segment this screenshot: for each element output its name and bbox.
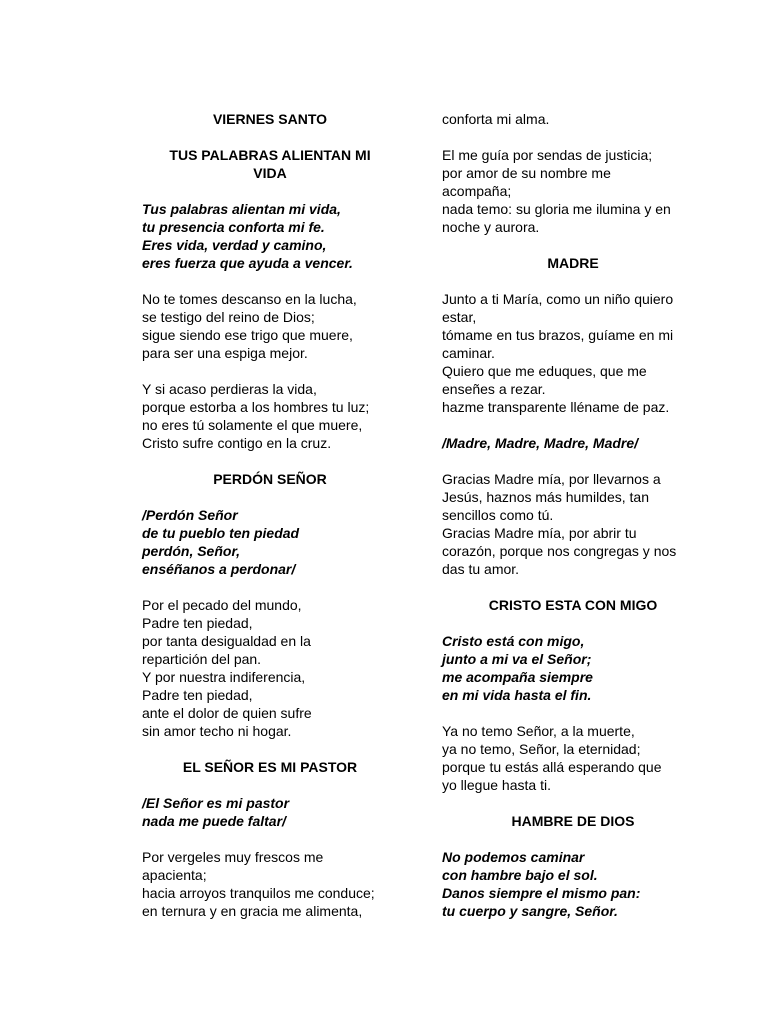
left-column [142,110,398,938]
text-line: Y si acaso perdieras la vida, [142,381,317,397]
text-line: no eres tú solamente el que muere, [142,417,363,433]
song-verse [442,290,704,416]
text-line: se testigo del reino de Dios; [142,309,315,325]
text-line: noche y aurora. [442,219,540,235]
text-line: CRISTO ESTA CON MIGO [488,597,658,613]
text-line: Jesús, haznos más humildes, tan [442,489,649,505]
text-line: Gracias Madre mía, por abrir tu [442,525,637,541]
text-line: para ser una espiga mejor. [142,345,308,361]
text-line: Gracias Madre mía, por llevarnos a [442,471,661,487]
text-line: MADRE [547,255,599,271]
text-line: ante el dolor de quien sufre [142,705,312,721]
text-line: /Madre, Madre, Madre, Madre/ [442,435,639,451]
text-line: EL SEÑOR ES MI PASTOR [182,759,358,775]
text-line: corazón, porque nos congregas y nos [442,543,677,559]
song-title [142,470,398,488]
text-line: conforta mi alma. [442,111,550,127]
text-line: No podemos caminar [442,849,585,865]
text-line: por amor de su nombre me [442,165,611,181]
song-verse [142,848,398,920]
text-line: porque tu estás allá esperando que [442,759,662,775]
text-line: por tanta desigualdad en la [142,633,311,649]
text-line: ya no temo, Señor, la eternidad; [442,741,641,757]
song-verse [142,380,398,452]
text-line: Padre ten piedad, [142,615,253,631]
text-line: /El Señor es mi pastor [142,795,290,811]
text-line: sin amor techo ni hogar. [142,723,292,739]
text-line: perdón, Señor, [142,543,241,559]
song-verse [442,146,704,236]
text-line: junto a mi va el Señor; [442,651,592,667]
text-line: VIDA [253,165,287,181]
text-line: de tu pueblo ten piedad [142,525,300,541]
text-line: eres fuerza que ayuda a vencer. [142,255,353,271]
song-chorus [442,848,704,920]
text-line: Quiero que me eduques, que me [442,363,647,379]
text-line: en ternura y en gracia me alimenta, [142,903,363,919]
song-verse [442,110,704,128]
song-verse [142,290,398,362]
text-line: Junto a ti María, como un niño quiero [442,291,674,307]
song-verse [442,722,704,794]
song-title [142,110,398,128]
text-line: enseñes a rezar. [442,381,546,397]
song-chorus [142,506,398,578]
text-line: VIERNES SANTO [212,111,328,127]
text-line: enséñanos a perdonar/ [142,561,296,577]
text-line: /Perdón Señor [142,507,238,523]
text-line: acompaña; [442,183,512,199]
text-line: tu cuerpo y sangre, Señor. [442,903,618,919]
text-line: estar, [442,309,477,325]
text-line: PERDÓN SEÑOR [213,471,327,487]
text-line: HAMBRE DE DIOS [511,813,635,829]
song-title [142,146,398,182]
text-line: No te tomes descanso en la lucha, [142,291,357,307]
text-line: en mi vida hasta el fin. [442,687,592,703]
text-line: repartición del pan. [142,651,262,667]
song-chorus [142,200,398,272]
song-chorus [442,632,704,704]
text-line: hacia arroyos tranquilos me conduce; [142,885,375,901]
text-line: nada me puede faltar/ [142,813,286,829]
song-title [442,812,704,830]
song-verse [142,596,398,740]
text-line: El me guía por sendas de justicia; [442,147,653,163]
song-title [442,596,704,614]
text-line: tómame en tus brazos, guíame en mi [442,327,674,343]
text-line: Danos siempre el mismo pan: [442,885,641,901]
text-line: Por vergeles muy frescos me [142,849,324,865]
text-line: me acompaña siempre [442,669,593,685]
text-line: Y por nuestra indiferencia, [142,669,306,685]
text-line: Ya no temo Señor, a la muerte, [442,723,635,739]
text-line: Cristo está con migo, [442,633,585,649]
text-line: yo llegue hasta ti. [442,777,551,793]
text-line: tu presencia conforta mi fe. [142,219,325,235]
text-line: Cristo sufre contigo en la cruz. [142,435,332,451]
song-chorus [442,434,704,452]
song-chorus [142,794,398,830]
text-line: nada temo: su gloria me ilumina y en [442,201,671,217]
text-line: sencillos como tú. [442,507,554,523]
song-title [442,254,704,272]
text-line: Padre ten piedad, [142,687,253,703]
text-line: Por el pecado del mundo, [142,597,302,613]
text-line: sigue siendo ese trigo que muere, [142,327,353,343]
text-line: das tu amor. [442,561,520,577]
text-line: caminar. [442,345,495,361]
song-verse [442,470,704,578]
right-column [442,110,704,938]
text-line: Eres vida, verdad y camino, [142,237,327,253]
text-line: TUS PALABRAS ALIENTAN MI [169,147,371,163]
text-line: apacienta; [142,867,207,883]
text-line: porque estorba a los hombres tu luz; [142,399,370,415]
text-line: Tus palabras alientan mi vida, [142,201,341,217]
text-line: hazme transparente lléname de paz. [442,399,670,415]
song-title [142,758,398,776]
text-line: con hambre bajo el sol. [442,867,598,883]
